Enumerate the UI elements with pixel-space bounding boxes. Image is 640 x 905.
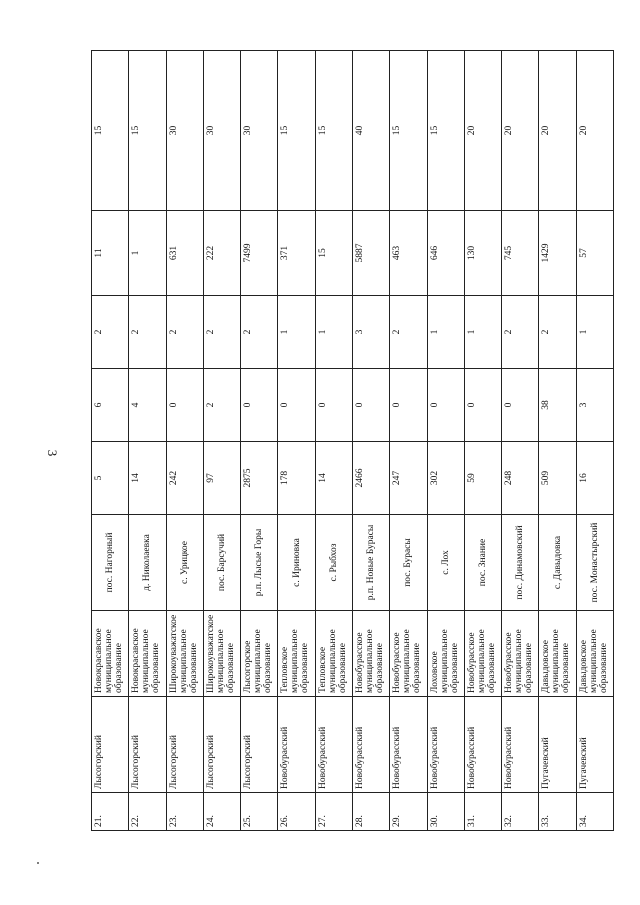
value-cell-7: 2 <box>166 296 203 369</box>
value-cell-7: 1 <box>278 296 315 369</box>
value-cell-7: 1 <box>464 296 501 369</box>
value-cell-8: 646 <box>427 211 464 296</box>
value-cell-8: 463 <box>390 211 427 296</box>
district-cell: Пугачевский <box>576 697 613 793</box>
settlements-table <box>91 50 614 831</box>
value-cell-7: 2 <box>203 296 240 369</box>
value-cell-5: 2875 <box>241 442 278 515</box>
value-cell-8: 1 <box>129 211 166 296</box>
value-cell-8: 11 <box>92 211 129 296</box>
value-cell-6: 0 <box>241 369 278 442</box>
value-cell-5: 509 <box>539 442 576 515</box>
value-cell-9: 15 <box>278 51 315 211</box>
value-cell-8: 745 <box>502 211 539 296</box>
table-row <box>315 51 352 831</box>
row-number-cell: 22. <box>129 793 166 831</box>
value-cell-6: 2 <box>203 369 240 442</box>
district-cell: Лысогорский <box>241 697 278 793</box>
value-cell-6: 4 <box>129 369 166 442</box>
value-cell-5: 5 <box>92 442 129 515</box>
value-cell-6: 0 <box>427 369 464 442</box>
scan-speck <box>37 862 39 864</box>
row-number-cell: 33. <box>539 793 576 831</box>
value-cell-7: 2 <box>502 296 539 369</box>
row-number-cell: 32. <box>502 793 539 831</box>
value-cell-9: 15 <box>92 51 129 211</box>
municipality-cell: Новобурасское муниципальное образование <box>464 611 501 697</box>
settlement-cell: пос. Монастырский <box>576 515 613 611</box>
table-row <box>129 51 166 831</box>
value-cell-8: 631 <box>166 211 203 296</box>
value-cell-6: 0 <box>390 369 427 442</box>
settlement-cell: пос. Нагорный <box>92 515 129 611</box>
district-cell: Лысогорский <box>166 697 203 793</box>
table-row <box>241 51 278 831</box>
district-cell: Новобурасский <box>427 697 464 793</box>
district-cell: Лысогорский <box>203 697 240 793</box>
value-cell-7: 2 <box>92 296 129 369</box>
value-cell-9: 20 <box>576 51 613 211</box>
value-cell-5: 97 <box>203 442 240 515</box>
value-cell-6: 38 <box>539 369 576 442</box>
value-cell-7: 2 <box>390 296 427 369</box>
municipality-cell: Тепловское муниципальное образование <box>278 611 315 697</box>
district-cell: Новобурасский <box>352 697 389 793</box>
value-cell-9: 20 <box>502 51 539 211</box>
municipality-cell: Лоховское муниципальное образование <box>427 611 464 697</box>
settlement-cell: р.п. Новые Бурасы <box>352 515 389 611</box>
value-cell-8: 371 <box>278 211 315 296</box>
value-cell-6: 0 <box>464 369 501 442</box>
municipality-cell: Новокрасавское муниципальное образование <box>129 611 166 697</box>
rotated-table-wrapper <box>91 51 614 831</box>
value-cell-7: 1 <box>576 296 613 369</box>
settlement-cell: пос. Знание <box>464 515 501 611</box>
settlement-cell: пос. Динамовский <box>502 515 539 611</box>
value-cell-5: 248 <box>502 442 539 515</box>
row-number-cell: 21. <box>92 793 129 831</box>
value-cell-8: 5887 <box>352 211 389 296</box>
value-cell-6: 3 <box>576 369 613 442</box>
value-cell-5: 59 <box>464 442 501 515</box>
value-cell-7: 2 <box>241 296 278 369</box>
municipality-cell: Тепловское муниципальное образование <box>315 611 352 697</box>
settlement-cell: с. Давыдовка <box>539 515 576 611</box>
value-cell-5: 14 <box>315 442 352 515</box>
district-cell: Новобурасский <box>464 697 501 793</box>
row-number-cell: 30. <box>427 793 464 831</box>
value-cell-5: 302 <box>427 442 464 515</box>
table-row <box>203 51 240 831</box>
row-number-cell: 29. <box>390 793 427 831</box>
value-cell-9: 15 <box>427 51 464 211</box>
settlement-cell: с. Урицкое <box>166 515 203 611</box>
value-cell-8: 57 <box>576 211 613 296</box>
municipality-cell: Новобурасское муниципальное образование <box>352 611 389 697</box>
table-row <box>390 51 427 831</box>
row-number-cell: 28. <box>352 793 389 831</box>
row-number-cell: 23. <box>166 793 203 831</box>
value-cell-5: 247 <box>390 442 427 515</box>
value-cell-9: 30 <box>241 51 278 211</box>
row-number-cell: 34. <box>576 793 613 831</box>
value-cell-7: 1 <box>427 296 464 369</box>
value-cell-9: 40 <box>352 51 389 211</box>
municipality-cell: Новокрасавское муниципальное образование <box>92 611 129 697</box>
value-cell-7: 3 <box>352 296 389 369</box>
settlement-cell: с. Ириновка <box>278 515 315 611</box>
table-row <box>278 51 315 831</box>
value-cell-5: 16 <box>576 442 613 515</box>
municipality-cell: Давыдовское муниципальное образование <box>539 611 576 697</box>
district-cell: Новобурасский <box>390 697 427 793</box>
settlement-cell: пос. Бурасы <box>390 515 427 611</box>
value-cell-8: 15 <box>315 211 352 296</box>
page-number: 3 <box>45 449 60 457</box>
value-cell-9: 20 <box>539 51 576 211</box>
value-cell-9: 30 <box>166 51 203 211</box>
value-cell-7: 2 <box>129 296 166 369</box>
municipality-cell: Новобурасское муниципальное образование <box>502 611 539 697</box>
row-number-cell: 25. <box>241 793 278 831</box>
table-row <box>502 51 539 831</box>
district-cell: Лысогорский <box>129 697 166 793</box>
value-cell-6: 0 <box>502 369 539 442</box>
value-cell-6: 0 <box>278 369 315 442</box>
table-row <box>166 51 203 831</box>
value-cell-7: 2 <box>539 296 576 369</box>
settlement-cell: с. Лох <box>427 515 464 611</box>
value-cell-5: 2466 <box>352 442 389 515</box>
value-cell-5: 242 <box>166 442 203 515</box>
settlement-cell: пос. Барсучий <box>203 515 240 611</box>
value-cell-8: 222 <box>203 211 240 296</box>
value-cell-7: 1 <box>315 296 352 369</box>
municipality-cell: Широкоуважатское муниципальное образование <box>166 611 203 697</box>
table-row <box>539 51 576 831</box>
municipality-cell: Давыдовское муниципальное образование <box>576 611 613 697</box>
district-cell: Пугачевский <box>539 697 576 793</box>
table-row <box>427 51 464 831</box>
table-row <box>92 51 129 831</box>
row-number-cell: 26. <box>278 793 315 831</box>
value-cell-5: 14 <box>129 442 166 515</box>
value-cell-9: 30 <box>203 51 240 211</box>
value-cell-6: 6 <box>92 369 129 442</box>
value-cell-6: 0 <box>166 369 203 442</box>
district-cell: Новобурасский <box>278 697 315 793</box>
district-cell: Новобурасский <box>502 697 539 793</box>
value-cell-8: 7499 <box>241 211 278 296</box>
settlement-cell: с. Рыбхоз <box>315 515 352 611</box>
value-cell-5: 178 <box>278 442 315 515</box>
municipality-cell: Новобурасское муниципальное образование <box>390 611 427 697</box>
value-cell-8: 130 <box>464 211 501 296</box>
municipality-cell: Лысогорское муниципальное образование <box>241 611 278 697</box>
settlement-cell: д. Николаевка <box>129 515 166 611</box>
value-cell-9: 15 <box>315 51 352 211</box>
municipality-cell: Широкоуважатское муниципальное образование <box>203 611 240 697</box>
table-row <box>464 51 501 831</box>
value-cell-9: 15 <box>390 51 427 211</box>
row-number-cell: 24. <box>203 793 240 831</box>
district-cell: Лысогорский <box>92 697 129 793</box>
table-row <box>352 51 389 831</box>
table-row <box>576 51 613 831</box>
value-cell-6: 0 <box>352 369 389 442</box>
row-number-cell: 27. <box>315 793 352 831</box>
row-number-cell: 31. <box>464 793 501 831</box>
settlement-cell: р.п. Лысые Горы <box>241 515 278 611</box>
district-cell: Новобурасский <box>315 697 352 793</box>
value-cell-9: 15 <box>129 51 166 211</box>
value-cell-8: 1429 <box>539 211 576 296</box>
value-cell-6: 0 <box>315 369 352 442</box>
value-cell-9: 20 <box>464 51 501 211</box>
